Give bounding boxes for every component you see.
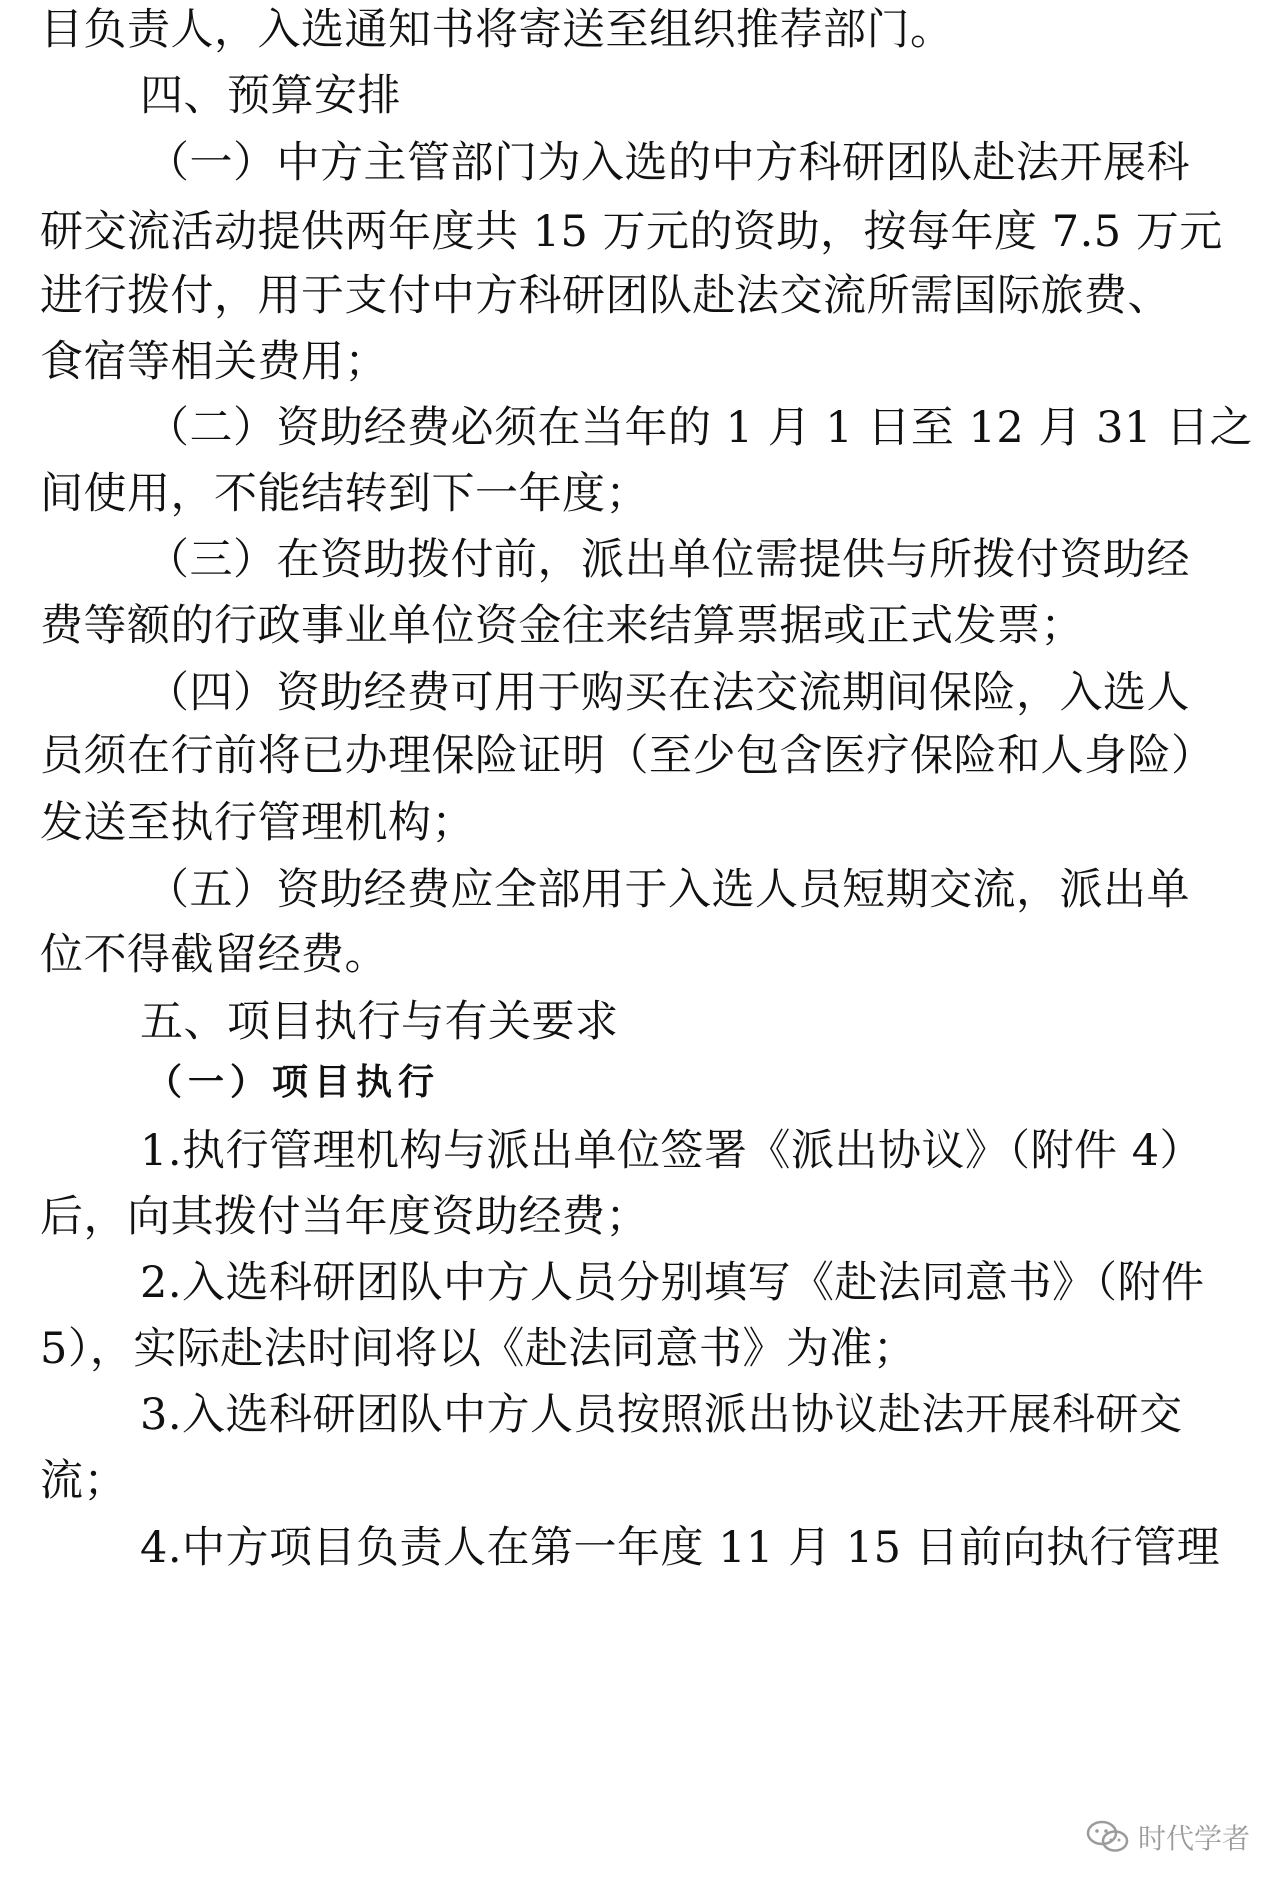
subsection-heading: （一）项目执行	[146, 1062, 441, 1103]
text-line: 2.入选科研团队中方人员分别填写《赴法同意书》（附件	[140, 1258, 1205, 1308]
text-line: 间使用，不能结转到下一年度；	[40, 469, 649, 519]
section-heading: 五、项目执行与有关要求	[140, 997, 619, 1047]
text-line: 发送至执行管理机构；	[40, 798, 475, 848]
text-line: 进行拨付，用于支付中方科研团队赴法交流所需国际旅费、	[40, 271, 1171, 321]
text-line: 食宿等相关费用；	[40, 337, 388, 387]
text-line: （三）在资助拨付前，派出单位需提供与所拨付资助经	[146, 535, 1190, 585]
text-line: 费等额的行政事业单位资金往来结算票据或正式发票；	[40, 601, 1084, 651]
text-line: （五）资助经费应全部用于入选人员短期交流，派出单	[146, 865, 1190, 915]
text-line: 4.中方项目负责人在第一年度 11 月 15 日前向执行管理	[140, 1523, 1221, 1573]
watermark	[1086, 1817, 1250, 1857]
text-line: （四）资助经费可用于购买在法交流期间保险，入选人	[146, 668, 1190, 718]
text-line: 流；	[40, 1456, 127, 1506]
text-line: 员须在行前将已办理保险证明（至少包含医疗保险和人身险）	[40, 731, 1215, 781]
watermark-text: 时代学者	[1137, 1822, 1250, 1855]
text-line: 后，向其拨付当年度资助经费；	[40, 1192, 649, 1242]
text-line: 研交流活动提供两年度共 15 万元的资助，按每年度 7.5 万元	[40, 207, 1223, 257]
text-line: 1.执行管理机构与派出单位签署《派出协议》（附件 4）	[140, 1126, 1204, 1176]
text-line: 5），实际赴法时间将以《赴法同意书》为准；	[40, 1324, 917, 1374]
text-line: （二）资助经费必须在当年的 1 月 1 日至 12 月 31 日之	[146, 403, 1253, 453]
text-line: 3.入选科研团队中方人员按照派出协议赴法开展科研交	[140, 1390, 1183, 1440]
text-line: （一）中方主管部门为入选的中方科研团队赴法开展科	[146, 138, 1190, 188]
wechat-icon	[1086, 1819, 1130, 1855]
text-line: 位不得截留经费。	[40, 930, 388, 980]
section-heading: 四、预算安排	[140, 71, 401, 121]
text-line: 目负责人，入选通知书将寄送至组织推荐部门。	[40, 5, 954, 55]
